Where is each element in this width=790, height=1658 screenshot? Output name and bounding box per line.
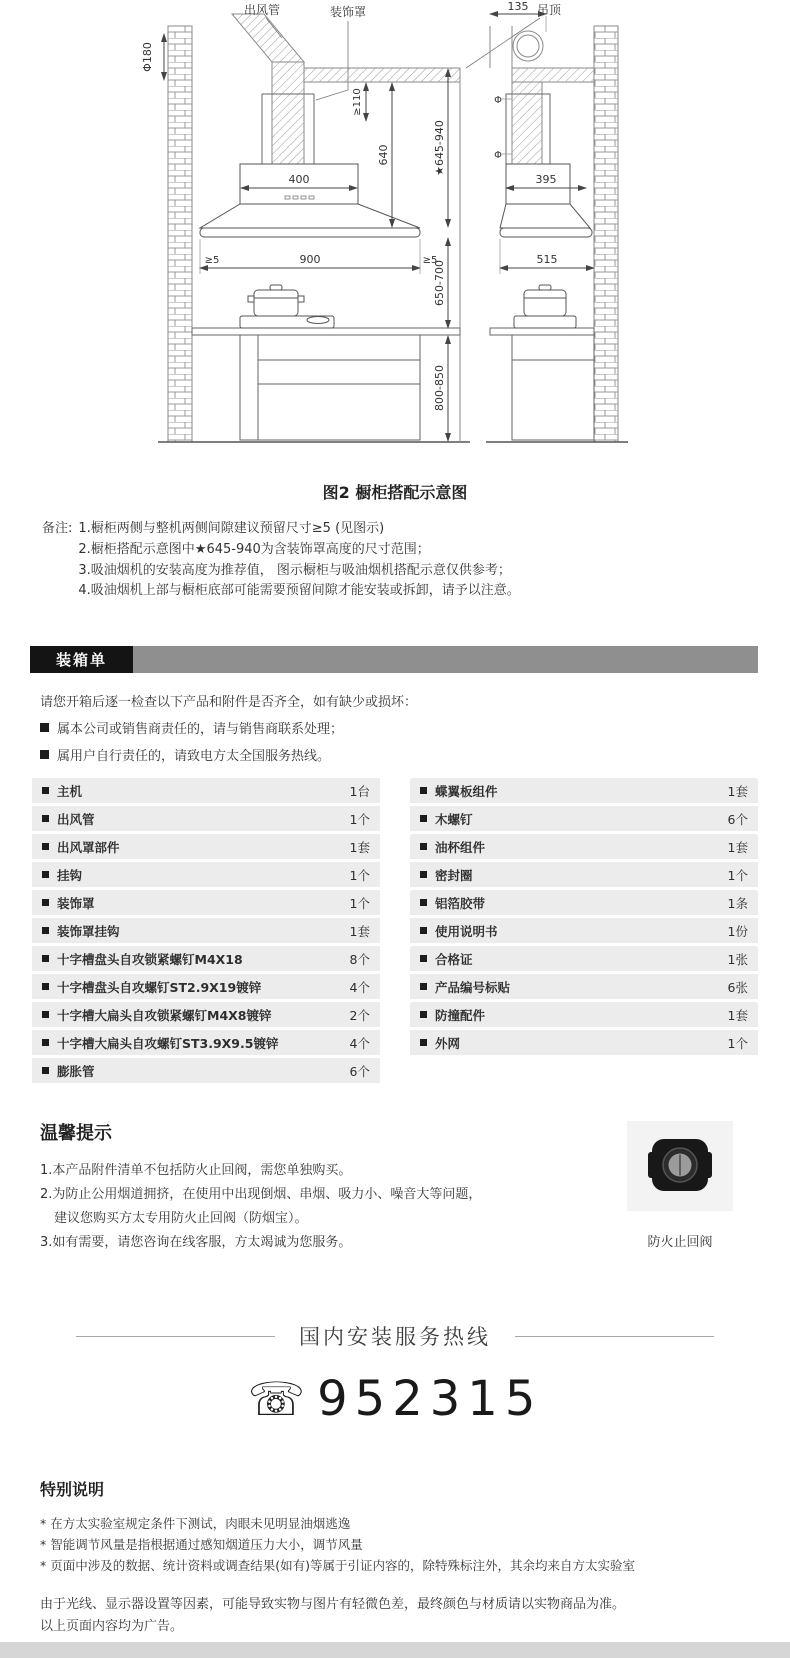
item-name: 装饰罩 xyxy=(57,895,95,911)
item-name: 十字槽大扁头自攻螺钉ST3.9X9.5镀锌 xyxy=(57,1035,279,1051)
square-bullet-icon xyxy=(420,927,427,934)
square-bullet-icon xyxy=(420,1011,427,1018)
item-name: 木螺钉 xyxy=(435,811,473,827)
item-qty: 1套 xyxy=(727,783,748,799)
special-notes-title: 特别说明 xyxy=(40,1480,105,1500)
note-item: 2.橱柜搭配示意图中★645-940为含装饰罩高度的尺寸范围； xyxy=(78,541,430,557)
fire-valve-image xyxy=(627,1121,733,1211)
packing-item-row xyxy=(410,918,758,943)
item-qty: 1台 xyxy=(349,783,370,799)
packing-item-row xyxy=(32,862,380,887)
square-bullet-icon xyxy=(40,723,49,732)
disclaimer-line: 由于光线、显示器设置等因素，可能导致实物与图片有轻微色差，最终颜色与材质请以实物商品为准。 xyxy=(40,1597,626,1613)
square-bullet-icon xyxy=(42,983,49,990)
packing-item-row xyxy=(32,890,380,915)
dim-ge5-right: ≥5 xyxy=(422,255,438,266)
item-qty: 1个 xyxy=(349,867,370,883)
tip-item: 3.如有需要，请您咨询在线客服，方太竭诚为您服务。 xyxy=(40,1235,352,1251)
square-bullet-icon xyxy=(42,843,49,850)
packing-item-row xyxy=(410,1030,758,1055)
item-name: 铝箔胶带 xyxy=(435,895,486,911)
special-note-item: * 在方太实验室规定条件下测试，肉眼未见明显油烟逃逸 xyxy=(40,1516,351,1532)
item-qty: 8个 xyxy=(349,951,370,967)
packing-item-row xyxy=(410,1002,758,1027)
square-bullet-icon xyxy=(42,815,49,822)
square-bullet-icon xyxy=(42,927,49,934)
hotline-title: 国内安装服务热线 xyxy=(299,1325,491,1350)
diagram-caption: 图2 橱柜搭配示意图 xyxy=(322,483,468,502)
square-bullet-icon xyxy=(420,871,427,878)
square-bullet-icon xyxy=(42,871,49,878)
square-bullet-icon xyxy=(420,815,427,822)
note-item: 3.吸油烟机的安装高度为推荐值， 图示橱柜与吸油烟机搭配示意仅供参考； xyxy=(78,562,511,578)
notes-section xyxy=(42,519,790,602)
square-bullet-icon xyxy=(42,899,49,906)
packing-left-column xyxy=(32,778,380,1083)
fire-valve-figure xyxy=(610,1119,750,1255)
packing-item-row xyxy=(32,834,380,859)
packing-item-row xyxy=(32,1030,380,1055)
dim-ge5-left: ≥5 xyxy=(204,255,220,266)
item-qty: 1张 xyxy=(727,951,748,967)
square-bullet-icon xyxy=(42,1067,49,1074)
hotline-number: 952315 xyxy=(317,1371,543,1428)
dim-135: 135 xyxy=(507,2,529,13)
item-qty: 1条 xyxy=(727,895,748,911)
square-bullet-icon xyxy=(420,899,427,906)
dim-phi180: Φ180 xyxy=(141,42,154,72)
tip-item: 2.为防止公用烟道拥挤，在使用中出现倒烟、串烟、吸力小、噪音大等问题， xyxy=(40,1187,482,1203)
dim-400: 400 xyxy=(288,173,310,186)
square-bullet-icon xyxy=(40,750,49,759)
square-bullet-icon xyxy=(420,787,427,794)
dim-640: 640 xyxy=(377,144,390,166)
item-qty: 1套 xyxy=(727,839,748,855)
hotline-divider-left xyxy=(76,1336,275,1337)
packing-bullet-text: 属本公司或销售商责任的，请与销售商联系处理； xyxy=(57,722,344,738)
square-bullet-icon xyxy=(42,955,49,962)
special-note-item: * 智能调节风量是指根据通过感知烟道压力大小，调节风量 xyxy=(40,1537,363,1552)
side-view-counter-cabinet xyxy=(490,328,594,440)
item-qty: 4个 xyxy=(349,1035,370,1051)
packing-list-table xyxy=(32,778,758,1083)
note-item: 1.橱柜两侧与整机两侧间隙建议预留尺寸≥5 (见图示) xyxy=(78,521,385,536)
square-bullet-icon xyxy=(420,843,427,850)
packing-item-row xyxy=(32,974,380,999)
packing-right-column xyxy=(410,778,758,1055)
item-name: 挂钩 xyxy=(57,867,83,883)
fire-valve-illustration xyxy=(644,1134,716,1198)
item-name: 十字槽盘头自攻锁紧螺钉M4X18 xyxy=(57,951,243,967)
dim-900: 900 xyxy=(299,253,321,266)
packing-item-row xyxy=(410,806,758,831)
dim-star-645-940: ★645-940 xyxy=(433,120,446,176)
item-qty: 6张 xyxy=(727,979,748,995)
label-deco-cover: 装饰罩 xyxy=(329,5,367,19)
phi-mark-top: Φ xyxy=(494,95,502,106)
packing-item-row xyxy=(410,946,758,971)
item-name: 使用说明书 xyxy=(435,923,498,939)
packing-item-row xyxy=(32,1002,380,1027)
tip-item: 1.本产品附件清单不包括防火止回阀，需您单独购买。 xyxy=(40,1163,352,1179)
item-name: 膨胀管 xyxy=(57,1063,95,1079)
item-qty: 1份 xyxy=(727,923,748,939)
packing-item-row xyxy=(32,806,380,831)
item-qty: 1个 xyxy=(349,811,370,827)
item-qty: 1套 xyxy=(349,839,370,855)
square-bullet-icon xyxy=(420,1039,427,1046)
square-bullet-icon xyxy=(420,955,427,962)
item-qty: 1个 xyxy=(349,895,370,911)
packing-bullet-line xyxy=(40,718,790,737)
front-view-stove-pot xyxy=(240,285,334,328)
item-name: 产品编号标贴 xyxy=(435,979,511,995)
packing-list-header xyxy=(30,646,758,673)
packing-bullet-text: 属用户自行责任的，请致电方太全国服务热线。 xyxy=(57,749,331,765)
square-bullet-icon xyxy=(420,983,427,990)
item-name: 出风罩部件 xyxy=(57,839,120,855)
front-view-duct xyxy=(232,14,314,164)
cabinet-installation-diagram xyxy=(0,2,790,472)
packing-item-row xyxy=(32,946,380,971)
dim-650-700: 650-700 xyxy=(433,260,446,306)
packing-item-row xyxy=(410,778,758,803)
item-name: 蝶翼板组件 xyxy=(435,783,498,799)
item-name: 主机 xyxy=(57,783,83,799)
footer-bar xyxy=(0,1642,790,1658)
hotline-divider-right xyxy=(515,1336,714,1337)
dim-515: 515 xyxy=(536,253,558,266)
item-name: 合格证 xyxy=(435,951,473,967)
square-bullet-icon xyxy=(42,1011,49,1018)
item-qty: 1套 xyxy=(727,1007,748,1023)
packing-item-row xyxy=(32,1058,380,1083)
item-name: 十字槽盘头自攻螺钉ST2.9X19镀锌 xyxy=(57,979,262,995)
item-name: 外网 xyxy=(435,1035,461,1051)
item-qty: 2个 xyxy=(349,1007,370,1023)
warm-tips-section xyxy=(40,1119,750,1255)
fire-valve-caption: 防火止回阀 xyxy=(647,1235,713,1251)
packing-bullet-line xyxy=(40,745,790,764)
packing-header-bar xyxy=(133,646,758,673)
note-item: 4.吸油烟机上部与橱柜底部可能需要预留间隙才能安装或拆卸，请予以注意。 xyxy=(78,583,520,599)
dim-800-850: 800-850 xyxy=(433,365,446,411)
hotline-section xyxy=(0,1321,790,1427)
packing-list-title: 装箱单 xyxy=(30,646,133,673)
special-notes-section xyxy=(40,1477,750,1638)
phi-mark-bottom: Φ xyxy=(494,150,502,161)
item-qty: 4个 xyxy=(349,979,370,995)
dim-ge110: ≥110 xyxy=(352,88,363,116)
special-note-item: * 页面中涉及的数据、统计资料或调查结果(如有)等属于引证内容的，除特殊标注外，其余均来自方太实验室 xyxy=(40,1557,635,1573)
front-view-counter-cabinet xyxy=(192,328,460,440)
item-qty: 1个 xyxy=(727,867,748,883)
packing-item-row xyxy=(32,778,380,803)
packing-item-row xyxy=(410,834,758,859)
square-bullet-icon xyxy=(42,1039,49,1046)
side-view-duct xyxy=(494,82,550,166)
item-name: 油杯组件 xyxy=(435,839,486,855)
packing-item-row xyxy=(410,974,758,999)
item-name: 密封圈 xyxy=(435,867,473,883)
item-name: 出风管 xyxy=(57,811,95,827)
label-ceiling: 吊顶 xyxy=(536,3,562,17)
packing-intro: 请您开箱后逐一检查以下产品和附件是否齐全，如有缺少或损坏： xyxy=(40,695,418,711)
item-name: 十字槽大扁头自攻锁紧螺钉M4X8镀锌 xyxy=(57,1007,272,1023)
tip-item: 建议您购买方太专用防火止回阀（防烟宝）。 xyxy=(54,1211,308,1227)
square-bullet-icon xyxy=(42,787,49,794)
front-view-hood xyxy=(200,164,420,237)
item-qty: 6个 xyxy=(349,1063,370,1079)
phone-icon: ☏ xyxy=(247,1372,306,1427)
label-outlet-pipe: 出风管 xyxy=(243,3,281,17)
packing-item-row xyxy=(32,918,380,943)
warm-tips-title: 温馨提示 xyxy=(40,1123,112,1145)
item-qty: 1套 xyxy=(349,923,370,939)
item-qty: 6个 xyxy=(727,811,748,827)
packing-item-row xyxy=(410,862,758,887)
packing-item-row xyxy=(410,890,758,915)
installation-diagram-section xyxy=(0,0,790,476)
item-name: 防撞配件 xyxy=(435,1007,486,1023)
item-name: 装饰罩挂钩 xyxy=(57,923,120,939)
disclaimer-line: 以上页面内容均为广告。 xyxy=(40,1619,184,1635)
dim-395: 395 xyxy=(535,173,557,186)
notes-label: 备注: xyxy=(42,521,73,536)
side-view-stove-pot xyxy=(514,285,576,328)
item-qty: 1个 xyxy=(727,1035,748,1051)
